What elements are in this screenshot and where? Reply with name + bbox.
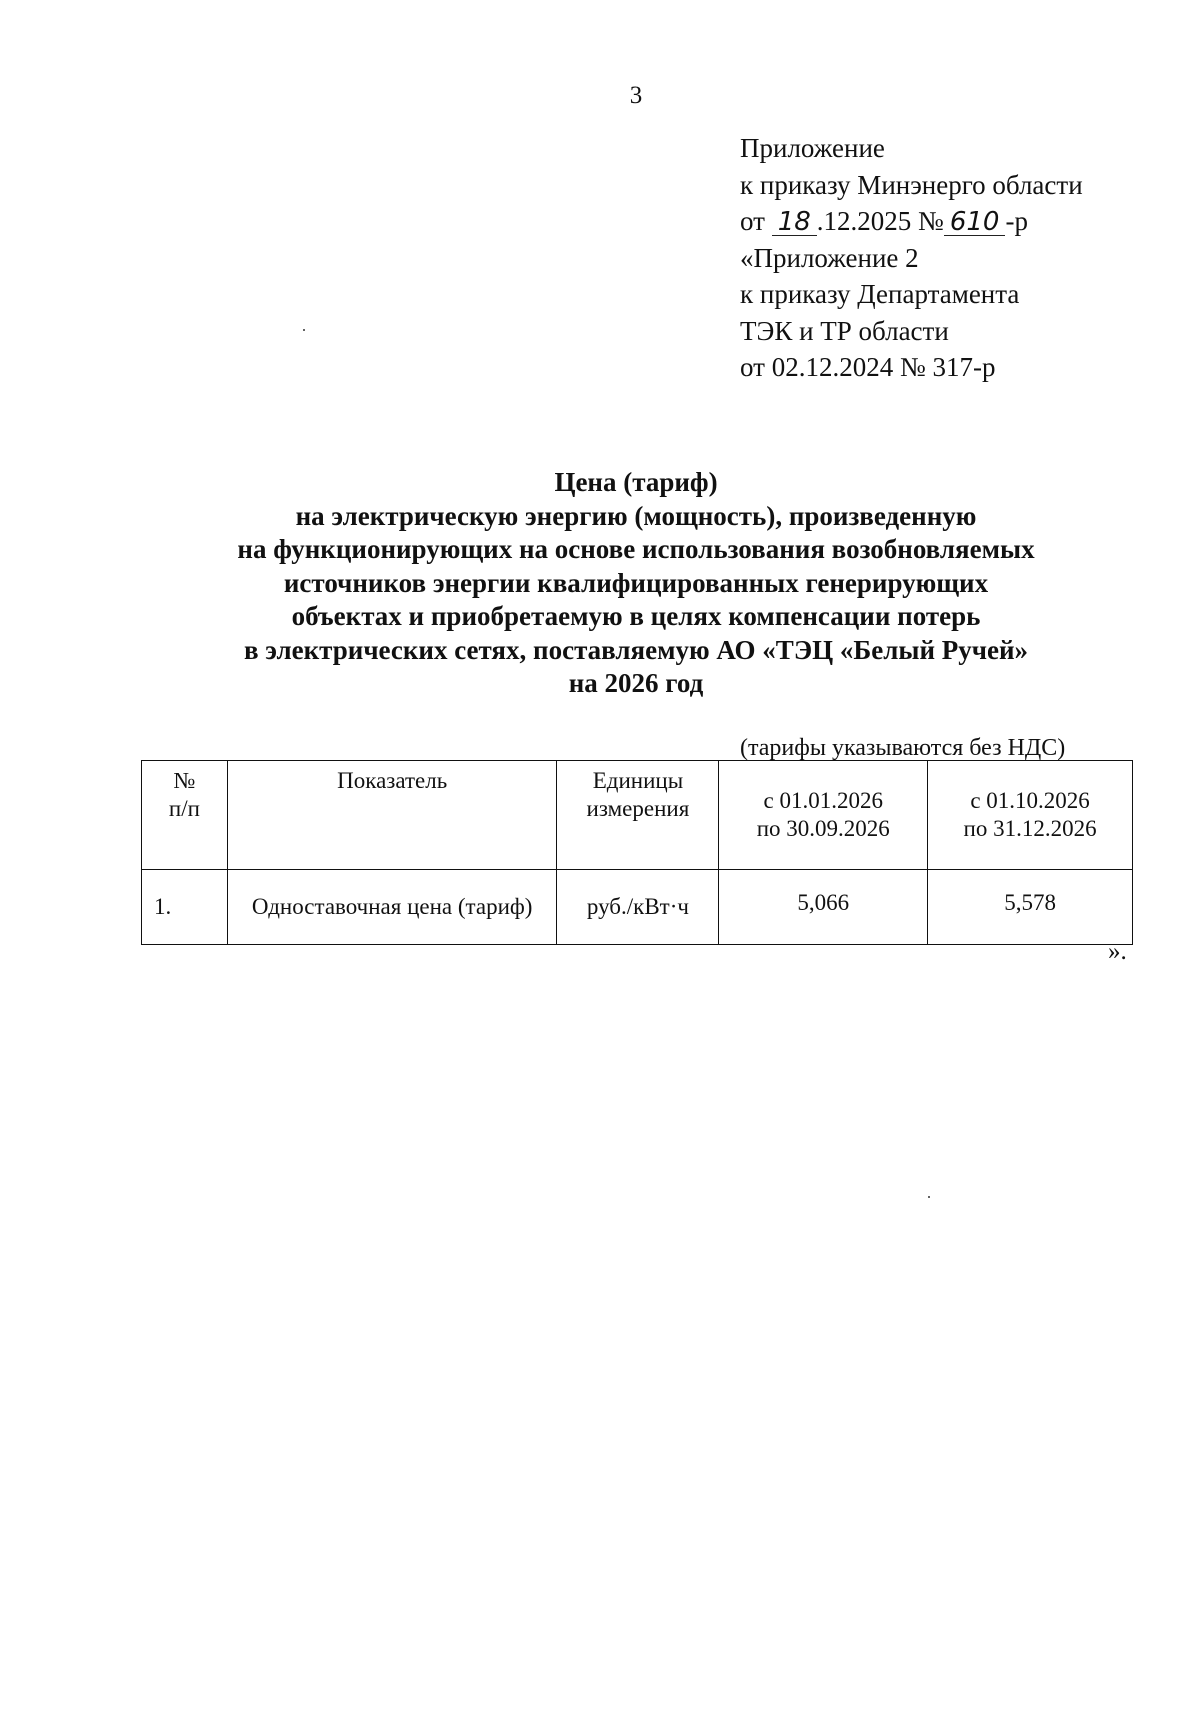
annex-line: «Приложение 2: [740, 242, 919, 273]
title-line: объектах и приобретаемую в целях компенсации потерь: [291, 601, 981, 631]
vat-note: (тарифы указываются без НДС): [740, 735, 1066, 761]
row-indicator: Одноставочная цена (тариф): [227, 870, 557, 945]
header-num: № п/п: [142, 761, 228, 870]
title-line: на электрическую энергию (мощность), произведенную: [295, 500, 977, 531]
tariff-table: [141, 760, 1133, 945]
row-period-1-value: 5,066: [719, 870, 928, 945]
annex-line: Приложение: [740, 133, 885, 163]
header-period-2: с 01.10.2026 по 31.12.2026: [928, 761, 1133, 870]
document-title: [0, 466, 1200, 701]
header-period-1: с 01.01.2026 по 30.09.2026: [719, 761, 928, 870]
page-number: 3: [629, 82, 643, 109]
handwritten-day: 18: [772, 209, 817, 236]
annex-line: к приказу Департамента: [740, 279, 1020, 309]
title-line: на функционирующих на основе использования возобновляемых: [237, 534, 1035, 564]
annex-order-middle: .12.2025 №: [816, 206, 944, 236]
annex-order-line: [740, 203, 1083, 240]
row-num: 1.: [142, 870, 228, 945]
header-units: Единицы измерения: [557, 761, 719, 870]
annex-line: ТЭК и ТР области: [740, 315, 949, 346]
annex-header: [740, 130, 1083, 386]
closing-quote: ».: [1108, 938, 1127, 965]
title-line: источников энергии квалифицированных генерирующих: [283, 567, 989, 598]
annex-order-suffix: -р: [1005, 206, 1028, 236]
scan-speck: [928, 1196, 930, 1198]
annex-line: от 02.12.2024 № 317-р: [740, 352, 996, 382]
header-indicator: Показатель: [227, 761, 557, 870]
title-line: Цена (тариф): [554, 467, 718, 497]
table-row: [142, 870, 1133, 945]
annex-order-prefix: от: [740, 206, 765, 236]
annex-line: к приказу Минэнерго области: [740, 169, 1083, 200]
scan-speck: [303, 329, 305, 331]
title-line: в электрических сетях, поставляемую АО «ТЭЦ «Белый Ручей»: [243, 634, 1029, 665]
table-header-row: [142, 761, 1133, 870]
row-units: руб./кВт·ч: [557, 870, 719, 945]
title-line: на 2026 год: [568, 668, 704, 698]
handwritten-order-number: 610: [944, 209, 1006, 236]
row-period-2-value: 5,578: [928, 870, 1133, 945]
